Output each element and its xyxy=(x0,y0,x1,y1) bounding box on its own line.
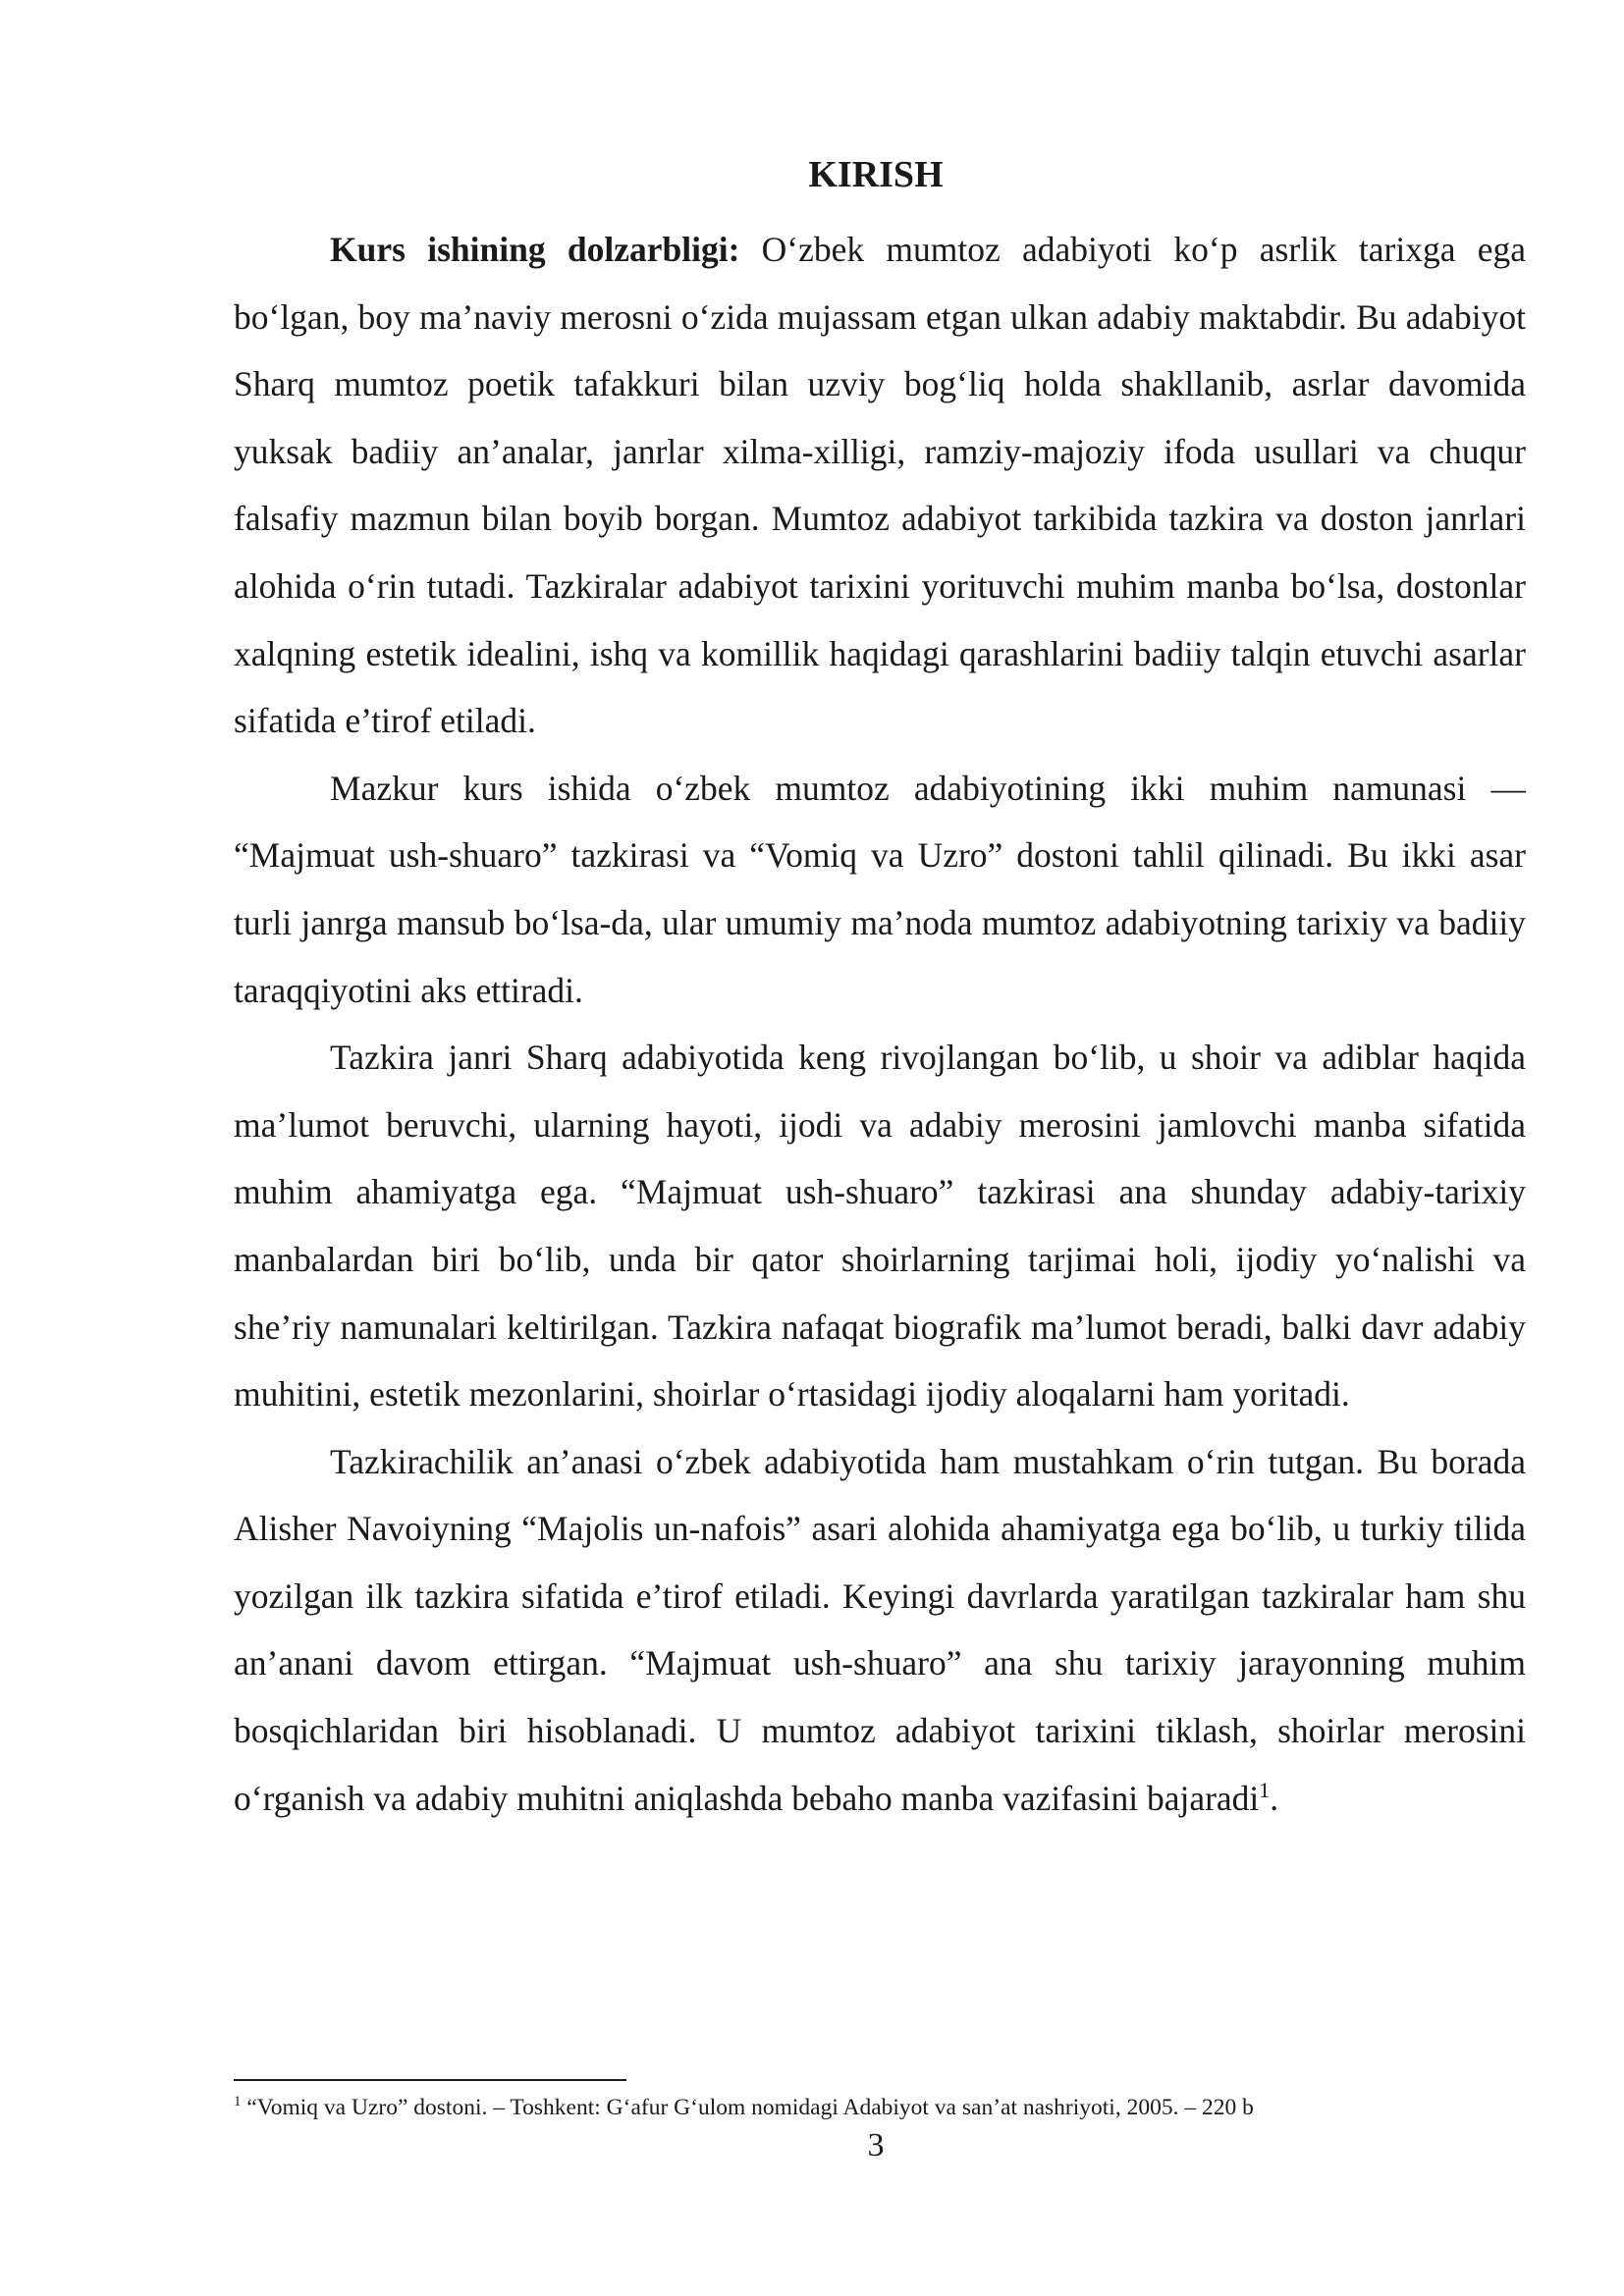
paragraph-4 xyxy=(234,1428,1526,1833)
body-text xyxy=(234,216,1526,1832)
paragraph-3: Tazkira janri Sharq adabiyotida keng rivojlangan bo‘lib, u shoir va adiblar haqida ma’lumot beruvchi, ularning hayoti, ijodi va adabiy merosini jamlovchi manba sifatida muhim ahamiyatga ega. “Majmuat ush-shuaro” tazkirasi ana shunday adabiy-tarixiy manbalardan biri bo‘lib, unda bir qator shoirlarning tarjimai holi, ijodiy yo‘nalishi va she’riy namunalari keltirilgan. Tazkira nafaqat biografik ma’lumot beradi, balki davr adabiy muhitini, estetik mezonlarini, shoirlar o‘rtasidagi ijodiy aloqalarni ham yoritadi. xyxy=(234,1038,1526,1415)
paragraph-4-end: . xyxy=(1270,1778,1279,1818)
page-heading: KIRISH xyxy=(808,154,944,195)
footnote-reference[interactable]: 1 xyxy=(1259,1777,1271,1802)
paragraph-1 xyxy=(234,216,1526,755)
paragraph-2: Mazkur kurs ishida o‘zbek mumtoz adabiyotining ikki muhim namunasi — “Majmuat ush-shuaro” tazkirasi va “Vomiq va Uzro” dostoni tahlil qilinadi. Bu ikki asar turli janrga mansub bo‘lsa-da, ular umumiy ma’noda mumtoz adabiyotning tarixiy va badiiy taraqqiyotini aks ettiradi. xyxy=(234,768,1526,1010)
footnote-text: “Vomiq va Uzro” dostoni. – Toshkent: G‘afur G‘ulom nomidagi Adabiyot va san’at nashriyoti, 2005. – 220 b xyxy=(241,2095,1254,2120)
footnote-marker: 1 xyxy=(234,2094,242,2110)
lead-label: Kurs ishining dolzarbligi: xyxy=(330,230,740,269)
footnote xyxy=(234,2093,1530,2122)
paragraph-1-text: O‘zbek mumtoz adabiyoti ko‘p asrlik tarixga ega bo‘lgan, boy ma’naviy merosni o‘zida mujassam etgan ulkan adabiy maktabdir. Bu adabiyot Sharq mumtoz poetik tafakkuri bilan uzviy bog‘liq holda shakllanib, asrlar davomida yuksak badiiy an’analar, janrlar xilma-xilligi, ramziy-majoziy ifoda usullari va chuqur falsafiy mazmun bilan boyib borgan. Mumtoz adabiyot tarkibida tazkira va doston janrlari alohida o‘rin tutadi. Tazkiralar adabiyot tarixini yorituvchi muhim manba bo‘lsa, dostonlar xalqning estetik idealini, ishq va komillik haqidagi qarashlarini badiiy talqin etuvchi asarlar sifatida e’tirof etiladi. xyxy=(234,230,1526,741)
paragraph-4-text: Tazkirachilik an’anasi o‘zbek adabiyotida ham mustahkam o‘rin tutgan. Bu borada Alisher Navoiyning “Majolis un-nafois” asari alohida ahamiyatga ega bo‘lib, u turkiy tilida yozilgan ilk tazkira sifatida e’tirof etiladi. Keyingi davrlarda yaratilgan tazkiralar ham shu an’anani davom ettirgan. “Majmuat ush-shuaro” ana shu tarixiy jarayonning muhim bosqichlaridan biri hisoblanadi. U mumtoz adabiyot tarixini tiklash, shoirlar merosini o‘rganish va adabiy muhitni aniqlashda bebaho manba vazifasini bajaradi xyxy=(234,1441,1526,1818)
page-number: 3 xyxy=(867,2127,885,2163)
footnote-separator xyxy=(234,2079,626,2081)
